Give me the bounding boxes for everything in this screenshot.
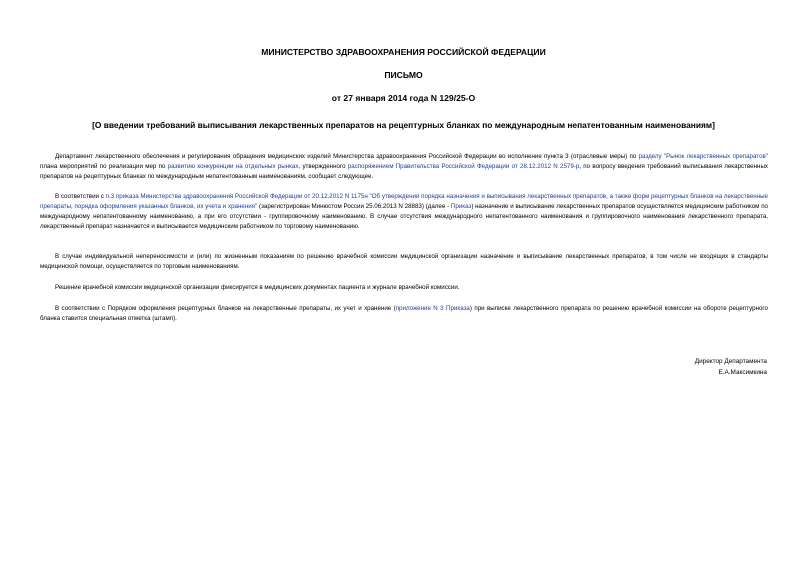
link-order[interactable]: Приказ [450,202,472,210]
paragraph-text: ) при выписке лекарственного препарата по решению врачебной комиссии на обороте рецептурного бланка ставится специальная отметка (штамп). [40,305,768,322]
paragraph-5 [40,304,768,324]
link-order-1175n[interactable]: п.3 приказа Министерства здравоохранения Российской Федерации от 20.12.2012 N 1175н "Об утверждении порядка назначения и выписывания лекарственных препаратов, а также форм рецептурных бланков на лекарственные препараты, порядка оформления указанных бланков, их учета и хранения" [40,193,769,210]
link-appendix-3[interactable]: приложение N 3 Приказа [395,305,470,312]
paragraph-2 [40,192,768,232]
document-subject: [О введении требований выписывания лекарственных препаратов на рецептурных бланках по международным непатентованным наименованиям] [92,120,715,130]
paragraph-text: В соответствии с Порядком оформления рецептурных бланков на лекарственные препараты, их учет и хранение ( [55,305,396,312]
paragraph-text: , по вопросу введения требований выписывания лекарственных препаратов на рецептурных бланках по международным непатентованным наименованиям, сообщает следующее. [40,162,768,180]
paragraph-text: ) назначение и выписывание лекарственных препаратов осуществляется медицинским работником по международному непатентованному наименованию, а при его отсутствии - группировочному наименованию. В случае отсутствия международного непатентованного наименования и группировочного наименования лекарственного препарата, лекарственный препарат назначается и выписывается медицинским работником по торговому наименованию. [40,202,768,230]
paragraph-text: (зарегистрирован Минюстом России 25.06.2013 N 28883) (далее - [257,202,451,210]
link-government-order[interactable]: распоряжением Правительства Российской Федерации от 28.12.2012 N 2579-р [347,162,580,170]
paragraph-3: В случае индивидуальной непереносимости и (или) по жизненным показаниям по решению врачебной комиссии медицинской организации назначение и выписывание лекарственных препаратов, в том числе не входящих в стандарты медицинской помощи, осуществляется по торговым наименованиям. [40,253,768,270]
paragraph-1 [40,152,768,182]
document-type: ПИСЬМО [384,70,423,80]
paragraph-text: Департамент лекарственного обеспечения и регулирования обращения медицинских изделий Министерства здравоохранения Российской Федерации во исполнение пункта 3 (отраслевые меры) по [55,153,639,160]
paragraph-text: плана мероприятий по реализации мер по [40,162,168,170]
link-market-section[interactable]: разделу "Рынок лекарственных препаратов" [638,153,768,160]
ministry-title: МИНИСТЕРСТВО ЗДРАВООХРАНЕНИЯ РОССИЙСКОЙ ФЕДЕРАЦИИ [261,47,546,57]
signature-position: Директор Департамента [694,358,767,365]
paragraph-text: , утвержденного [298,162,348,170]
paragraph-text: В соответствии с [55,193,106,200]
paragraph-4: Решение врачебной комиссии медицинской организации фиксируется в медицинских документах пациента и журнале врачебной комиссии. [55,284,460,291]
signature-block [695,357,767,378]
link-competition[interactable]: развитию конкуренции на отдельных рынках [167,162,299,170]
signature-name: Е.А.Максимкина [718,368,767,376]
document-date: от 27 января 2014 года N 129/25-О [331,93,476,103]
